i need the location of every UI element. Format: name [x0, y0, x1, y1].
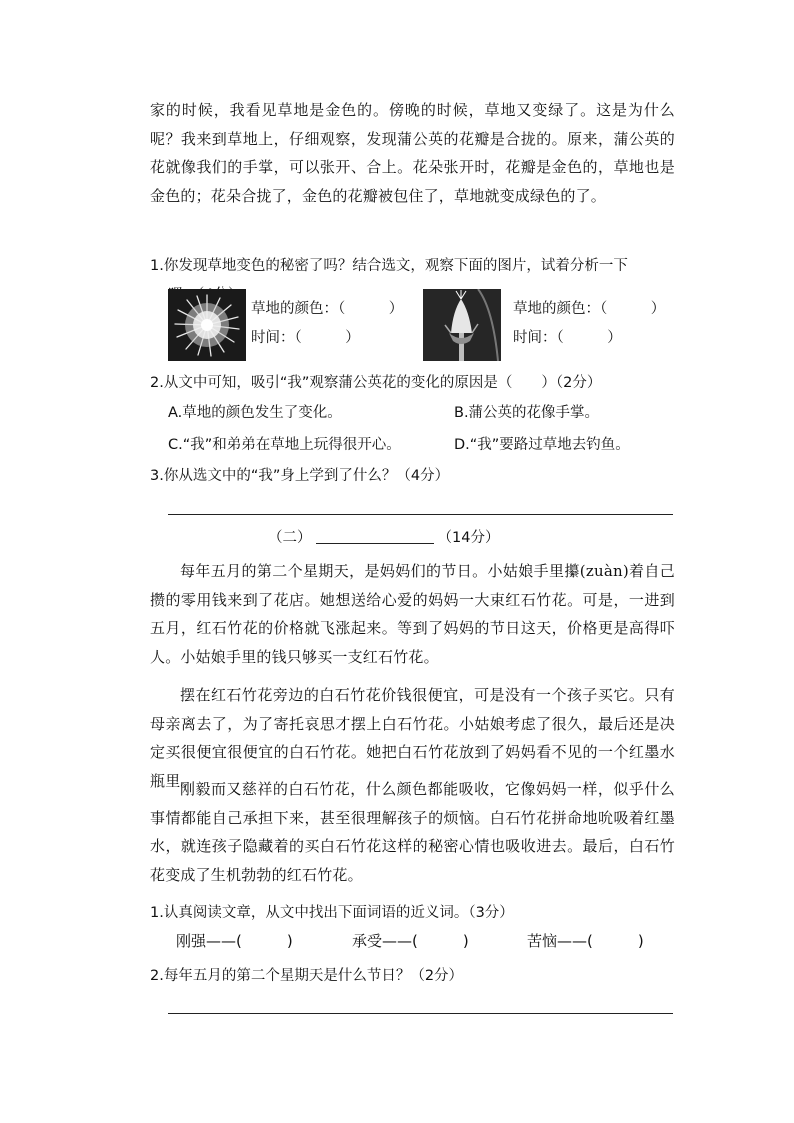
passage2-paragraph3: 刚毅而又慈祥的白石竹花，什么颜色都能吸收，它像妈妈一样，似乎什么事情都能自己承担下来，甚至很理解孩子的烦恼。白石竹花拼命地吮吸着红墨水，就连孩子隐藏着的买白石竹花这样的秘密心情也吸收进去。最后，白石竹花变成了生机勃勃的红石竹花。	[150, 780, 675, 885]
answer-line-q3	[168, 514, 673, 515]
left-grass-color: 草地的颜色：（ ）	[251, 301, 404, 317]
option-d: D.“我”要路过草地去钓鱼。	[454, 437, 630, 453]
synonym-blank-1: 刚强——( )	[176, 932, 293, 950]
open-dandelion-photo	[168, 289, 246, 361]
closed-dandelion-icon	[423, 289, 501, 361]
synonym-blank-3: 苦恼——( )	[527, 932, 644, 950]
option-b: B.蒲公英的花像手掌。	[454, 405, 600, 421]
right-grass-color: 草地的颜色：（ ）	[513, 301, 666, 317]
synonym-blank-2: 承受——( )	[352, 932, 469, 950]
passage2-paragraph2: 摆在红石竹花旁边的白石竹花价钱很便宜，可是没有一个孩子买它。只有母亲离去了，为了寄托哀思才摆上白石竹花。小姑娘考虑了很久，最后还是决定买很便宜很便宜的白石竹花。她把白石竹花放到了妈妈看不见的一个红墨水瓶里。	[150, 686, 675, 791]
title-blank-line	[316, 529, 434, 544]
closed-dandelion-photo	[423, 289, 501, 361]
option-a: A.草地的颜色发生了变化。	[168, 405, 342, 421]
section2-title	[268, 527, 568, 549]
question2-stem: 2.从文中可知，吸引“我”观察蒲公英花的变化的原因是（ ）（2分）	[150, 375, 602, 391]
section2-label: （二）	[268, 530, 312, 546]
right-time: 时间：（ ）	[513, 330, 622, 346]
section2-question2-stem: 2.每年五月的第二个星期天是什么节日？（2分）	[150, 968, 464, 984]
question1-line1: 1.你发现草地变色的秘密了吗？结合选文，观察下面的图片，试着分析一下	[150, 258, 628, 274]
passage2-paragraph1: 每年五月的第二个星期天，是妈妈们的节日。小姑娘手里攥(zuàn)着自己攒的零用钱来到了花店。她想送给心爱的妈妈一大束红石竹花。可是，一进到五月，红石竹花的价格就飞涨起来。等到了妈妈的节日这天，价格更是高得吓人。小姑娘手里的钱只够买一支红石竹花。	[150, 562, 675, 667]
question3-stem: 3.你从选文中的“我”身上学到了什么？（4分）	[150, 468, 450, 484]
section2-question1-stem: 1.认真阅读文章，从文中找出下面词语的近义词。（3分）	[150, 905, 514, 921]
left-time: 时间：（ ）	[251, 330, 360, 346]
option-c: C.“我”和弟弟在草地上玩得很开心。	[168, 437, 401, 453]
answer-line-q2-2	[168, 1013, 673, 1014]
passage1-paragraph: 家的时候，我看见草地是金色的。傍晚的时候，草地又变绿了。这是为什么呢？我来到草地上，仔细观察，发现蒲公英的花瓣是合拢的。原来，蒲公英的花就像我们的手掌，可以张开、合上。花朵张开时，花瓣是金色的，草地也是金色的；花朵合拢了，金色的花瓣被包住了，草地就变成绿色的了。	[150, 101, 675, 206]
open-dandelion-icon	[168, 289, 246, 361]
section2-points: （14分）	[437, 530, 500, 546]
